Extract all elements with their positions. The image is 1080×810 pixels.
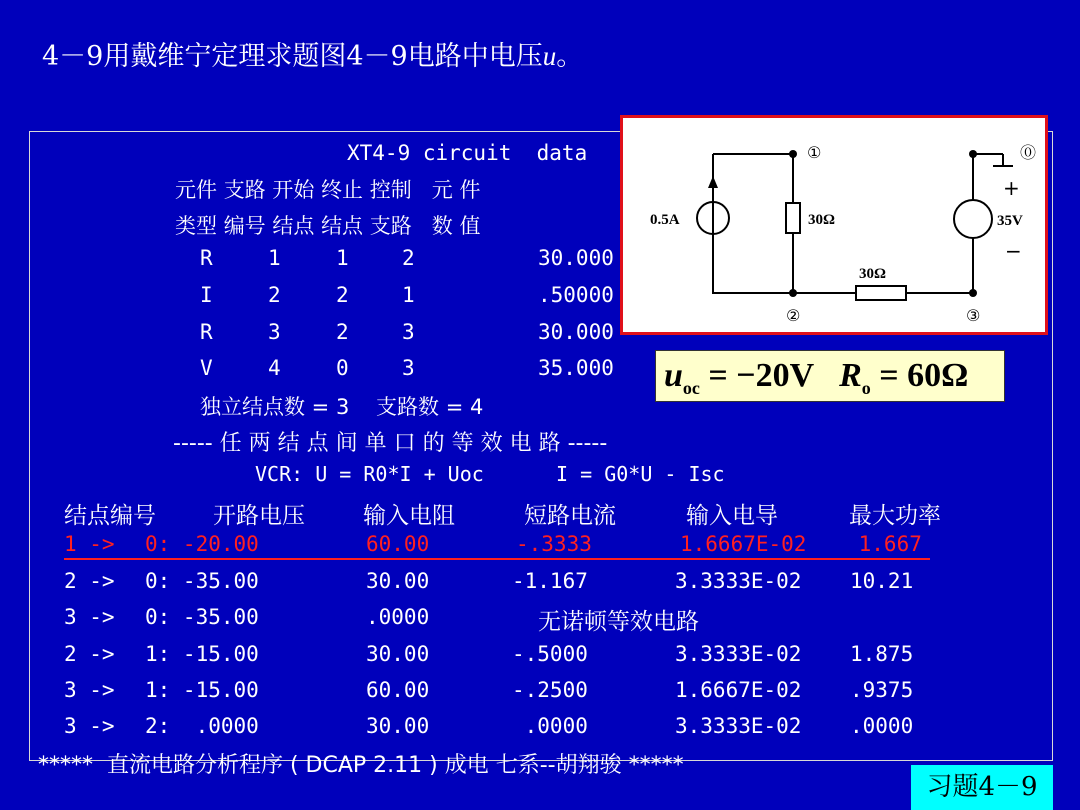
- col-rin: 输入电阻: [363, 503, 455, 529]
- wire-left-lower: [713, 233, 793, 293]
- equiv-heading: ----- 任 两 结 点 间 单 口 的 等 效 电 路 -----: [173, 431, 608, 456]
- plus-sign: +: [1003, 176, 1020, 200]
- col-gin: 输入电导: [686, 503, 778, 529]
- exercise-tag: 习题4－9: [911, 765, 1053, 810]
- label-voltage: 35V: [997, 213, 1023, 229]
- voltage-source-symbol: [954, 200, 992, 238]
- slide-title: 4－9用戴维宁定理求题图4－9电路中电压u。: [42, 41, 584, 72]
- header-row-1: 元件 支路 开始 终止 控制 元 件: [175, 178, 481, 202]
- col-isc: 短路电流: [524, 503, 616, 529]
- highlight-underline: [64, 558, 930, 560]
- resistor-horizontal: [856, 286, 906, 300]
- label-current: 0.5A: [650, 212, 680, 228]
- wire-right-upper: [973, 154, 1003, 200]
- node-1-label: ①: [807, 143, 822, 162]
- circuit-diagram: [620, 115, 1048, 335]
- circuit-svg: [623, 118, 1045, 332]
- footer-credit: ***** 直流电路分析程序 ( DCAP 2.11 ) 成电 七系--胡翔骏 *****: [38, 753, 684, 778]
- col-voc: 开路电压: [213, 503, 305, 529]
- label-r2: 30Ω: [859, 266, 887, 282]
- minus-sign: −: [1005, 239, 1022, 263]
- current-arrow-icon: [708, 176, 718, 188]
- data-heading: XT4-9 circuit data: [347, 141, 588, 165]
- node-0-label: ⓪: [1020, 143, 1037, 162]
- node-3-label: ③: [966, 306, 981, 325]
- vcr-line: VCR: U = R0*I + Uoc I = G0*U - Isc: [255, 462, 725, 486]
- resistor-vertical: [786, 203, 800, 233]
- col-pmax: 最大功率: [849, 503, 941, 529]
- label-r1: 30Ω: [808, 212, 836, 228]
- result-formula: $u_{oc} = -20V$ $R_o = 60\Omega$: [655, 350, 1005, 402]
- count-line: 独立结点数 = 3 支路数 = 4: [200, 395, 484, 419]
- header-row-2: 类型 编号 结点 结点 支路 数 值: [175, 214, 481, 238]
- col-node: 结点编号: [64, 503, 156, 529]
- node-2-label: ②: [786, 306, 801, 325]
